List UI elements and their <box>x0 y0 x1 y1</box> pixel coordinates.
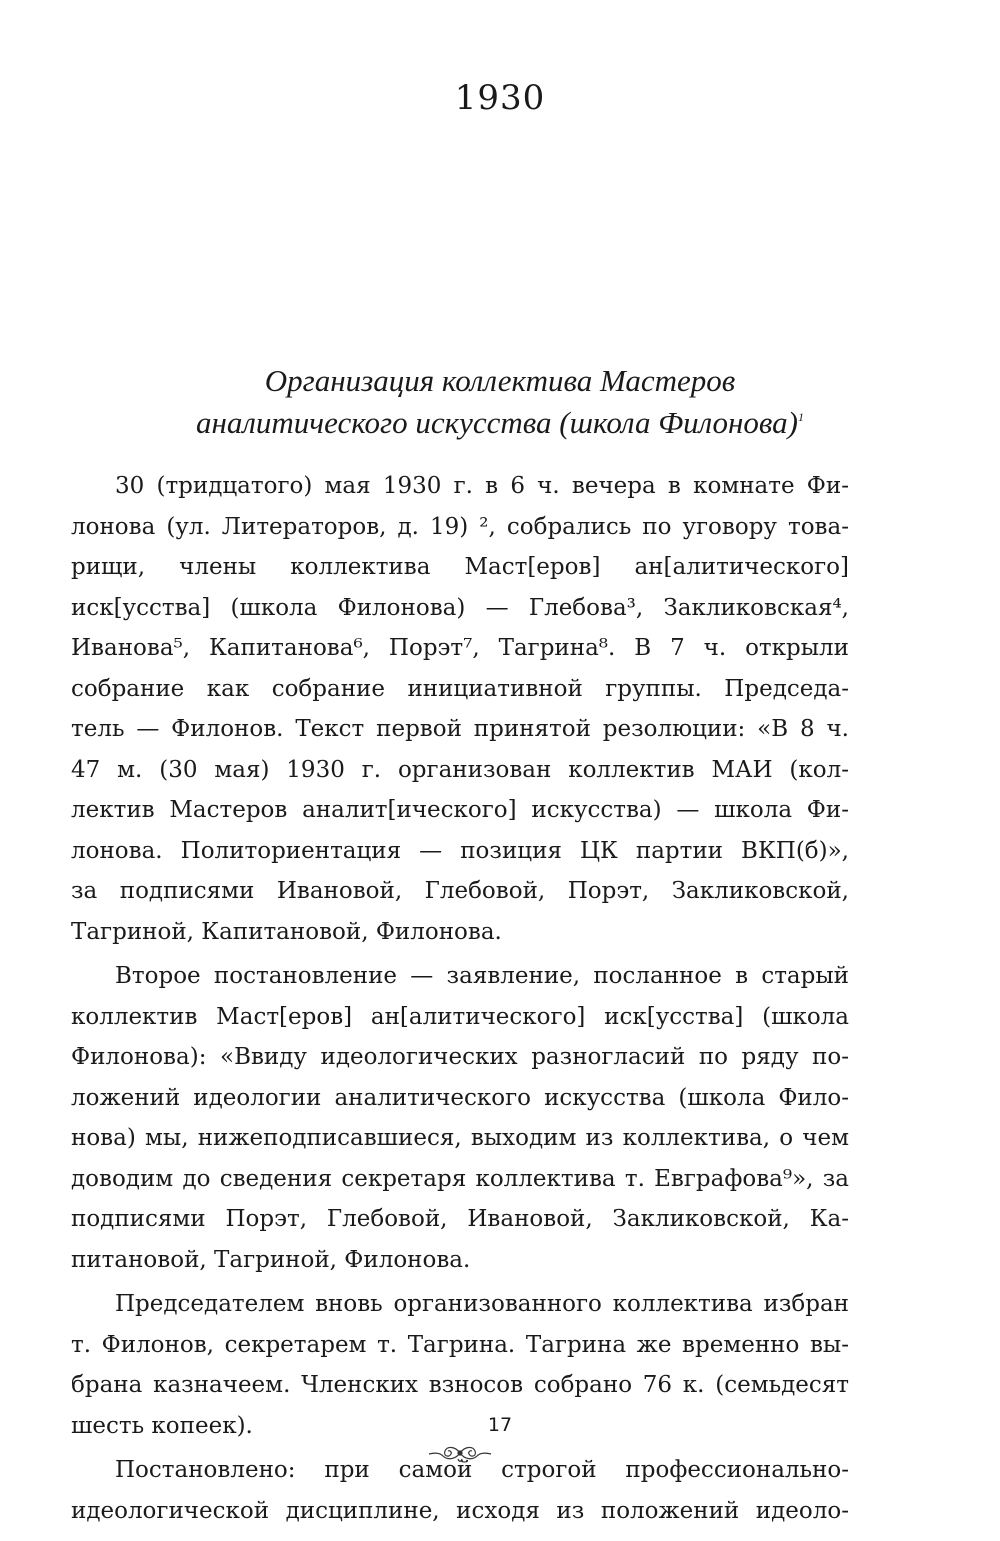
flourish-ornament-icon <box>425 1440 495 1466</box>
page-number: 17 <box>487 1414 513 1436</box>
text-line: Филонова): «Ввиду идеологических разногласий по ряду по- <box>71 1044 849 1070</box>
text-line: брана казначеем. Членских взносов собрано 76 к. (семьдесят <box>71 1372 849 1398</box>
text-line: Постановлено: при самой строгой профессионально- <box>115 1457 849 1483</box>
text-line: доводим до сведения секретаря коллектива т. Евграфова⁹», за <box>71 1165 849 1192</box>
year-heading: 1930 <box>454 78 546 118</box>
text-line: лектив Мастеров аналит[ического] искусства) — школа Фи- <box>71 797 849 823</box>
text-line: 30 (тридцатого) мая 1930 г. в 6 ч. вечера в комнате Фи- <box>115 473 849 499</box>
heading-footnote-ref: 1 <box>797 410 804 424</box>
text-line: нова) мы, нижеподписавшиеся, выходим из коллектива, о чем <box>71 1125 849 1151</box>
heading-line-1: Организация коллектива Мастеров <box>264 363 736 398</box>
text-line: Второе постановление — заявление, посланное в старый <box>115 963 849 989</box>
text-line: собрание как собрание инициативной группы. Председа- <box>71 675 849 702</box>
body-text <box>71 466 849 1531</box>
text-line: идеологической дисциплине, исходя из положений идеоло- <box>71 1497 849 1524</box>
text-line: шесть копеек). <box>71 1412 253 1439</box>
text-line: т. Филонов, секретарем т. Тагрина. Тагрина же временно вы- <box>71 1331 849 1358</box>
text-line: подписями Порэт, Глебовой, Ивановой, Закликовской, Ка- <box>71 1206 849 1232</box>
text-line: питановой, Тагриной, Филонова. <box>71 1246 471 1273</box>
text-line: лонова. Политориентация — позиция ЦК партии ВКП(б)», <box>71 837 849 864</box>
text-line: Тагриной, Капитановой, Филонова. <box>71 918 502 945</box>
heading-line-2-text: аналитического искусства (школа Филонова) <box>196 405 798 440</box>
text-line: коллектив Маст[еров] ан[алитического] иск[усства] (школа <box>71 1003 849 1030</box>
text-line: иск[усства] (школа Филонова) — Глебова³, Закликовская⁴, <box>71 594 849 621</box>
text-line: тель — Филонов. Текст первой принятой резолюции: «В 8 ч. <box>71 716 849 742</box>
text-line: рищи, члены коллектива Маст[еров] ан[алитического] <box>71 554 849 580</box>
heading-line-2 <box>70 402 930 444</box>
text-line: лонова (ул. Литераторов, д. 19) ², собрались по уговору това- <box>71 513 849 540</box>
text-line: Председателем вновь организованного коллектива избран <box>115 1291 849 1317</box>
text-line: 47 м. (30 мая) 1930 г. организован коллектив МАИ (кол- <box>71 756 849 783</box>
text-line: ложений идеологии аналитического искусства (школа Фило- <box>71 1084 849 1111</box>
text-line: за подписями Ивановой, Глебовой, Порэт, Закликовской, <box>71 878 849 904</box>
section-heading <box>70 360 930 444</box>
text-line: Иванова⁵, Капитанова⁶, Порэт⁷, Тагрина⁸. В 7 ч. открыли <box>71 635 849 661</box>
